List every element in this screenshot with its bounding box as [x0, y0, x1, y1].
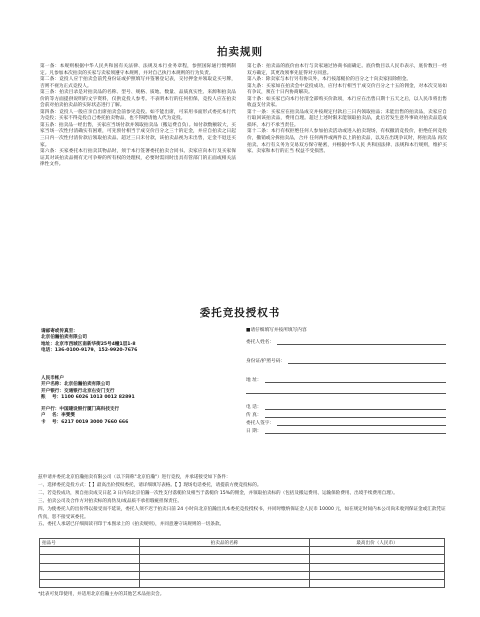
rule-paragraph: 第八条：除卖家与本行另有协议外，本行按落槌价的百分之十向卖家扣除佣金。 [247, 77, 412, 83]
bank-name-1: 开户银行：交通银行北京右安门支行 [41, 388, 115, 394]
form-underline[interactable] [265, 429, 446, 434]
column-header-name: 拍卖品的名称 [140, 539, 310, 547]
table-cell[interactable] [140, 563, 310, 571]
table-cell[interactable] [40, 579, 140, 587]
statement-line: 三、拍卖公司及合作方对拍卖标的真伪及/或品质不承担瑕疵担保责任。 [38, 498, 182, 504]
bank-block [41, 376, 221, 426]
table-row [40, 563, 445, 571]
table-cell[interactable] [310, 571, 445, 579]
bank-card-2: 卡 号：6217 0019 3000 7660 666 [41, 419, 129, 425]
rules-right-column [247, 64, 447, 156]
footnote: *此表可复印使用，并适用北京伯瀚主办的其他艺术品拍卖会。 [38, 592, 165, 597]
form-field-label: 委托人签字： [246, 421, 275, 426]
rule-paragraph: 第二条：竞投人应于拍卖会前凭身份证或护照填写并签署登记表，交付押金并领取竞买号牌，否则不视为正式竞投人。 [40, 77, 236, 89]
column-header-lot: 拍品号 [40, 539, 140, 547]
statement-line: 五、委托人承诺已仔细阅读刊印于本图录上的《拍卖规则》，并同意遵守该规则的一切条款。 [38, 522, 225, 528]
table-cell[interactable] [140, 579, 310, 587]
form-field-signature[interactable] [246, 418, 446, 426]
table-cell[interactable] [140, 571, 310, 579]
rule-paragraph: 第四条：竞投人一般应亲自出席拍卖会前参见竞投。如不能出席，可采用书面形式委托本行代为竞投；买家不得竞投自己委托拍卖物品，也不得聘请他人代为竞投。 [40, 109, 236, 122]
statement-line: 一、选择委托竞投方式：【 】最高出价授权委托，请详细填写表格。【 】现场电话委托，请提前方便竞投标的。 [38, 482, 262, 488]
table-cell[interactable] [140, 547, 310, 555]
rule-paragraph: 第一条：本规则根据中华人民共和国有关法律、法规及本行业务章程，参照国际通行惯例制定。凡参加本次拍卖的买家与卖家须遵守本规则，并对自己执行本规则的行为负责。 [40, 64, 236, 76]
form-field-label: 电 话： [246, 405, 262, 410]
form-field-id[interactable] [246, 353, 446, 364]
client-form [246, 327, 446, 434]
table-cell[interactable] [310, 555, 445, 563]
table-row [40, 547, 445, 555]
form-underline[interactable] [277, 340, 446, 345]
form-field-label: 传 真： [246, 413, 262, 418]
form-field-name[interactable] [246, 334, 446, 345]
table-cell[interactable] [40, 547, 140, 555]
table-header-row [40, 539, 445, 547]
form-field-label: 日 期： [246, 429, 262, 434]
form-field-date[interactable] [246, 426, 446, 434]
rule-paragraph: 第七条：拍卖品的底价由本行与卖家通过协商书面确定。底价数目以人民币表示，底价数目一经双方确定，其更改须事先征得对方同意。 [247, 64, 447, 76]
table-cell[interactable] [40, 571, 140, 579]
table-cell[interactable] [310, 579, 445, 587]
rule-paragraph: 第九条：买家如在拍卖会中竞投成功，应付本行相当于成交价百分之十五的佣金，对本次交易如有争议，须在十日内协商解决。 [247, 83, 447, 96]
statement-line: 兹申请并委托北京伯瀚拍卖有限公司（以下简称"北京伯瀚"）进行竞投，并承诺接受如下条件： [38, 475, 231, 480]
table-row [40, 579, 445, 587]
contact-block [41, 329, 221, 354]
form-field-label: 身份证/护照号码： [246, 359, 286, 364]
form-field-address[interactable] [246, 372, 446, 383]
bank-name-2: 开户行：中国建设银行厦门高科技支行 [41, 407, 120, 413]
rule-paragraph: 第十条：如买家已向本行付清全部购买价款项，本行应在出售日期十五天之后，以人民币将出售收益支付卖家。 [247, 96, 447, 109]
table-cell[interactable] [140, 555, 310, 563]
form-field-phone[interactable] [246, 402, 446, 410]
rule-paragraph: 第十二条：本行有权拒绝任何人参加拍卖活动或进入拍卖现场，有权撤消竞投价，拒绝任何竞投价，撤销或分拆拍卖品，合并 任何两件或两件以上的拍卖品，以及在出现争议时，将拍卖品 再次拍卖。本行有义务为交易双方保守秘密，并根据中华人民 共和国法律、法规和本行规则，维护买家、卖家和本行的正当 权益不受损害。 [247, 129, 447, 155]
form-underline[interactable] [288, 359, 446, 364]
rule-paragraph: 第五条：拍卖品一经出售，买家应当场付款并领取拍卖品（搬运费自负）。如付款数额较大，买家当场一次性付清确实有困难，可先预付相当于成交价百分之三十的定金，并应自拍卖之日起三日内一次性付清价款后领取拍卖品。超过三日未付款，该拍卖品视为未出售，定金不退还买家。 [40, 122, 236, 148]
table-cell[interactable] [310, 547, 445, 555]
form-underline[interactable] [246, 389, 446, 394]
table-cell[interactable] [40, 555, 140, 563]
bank-account-name: 开户名称：北京伯瀚拍卖有限公司 [41, 382, 110, 388]
bank-account-1: 账 号：1100 6026 1013 0012 82891 [41, 394, 135, 400]
rule-paragraph: 第六条：买家委托本行拍卖其物品时，须于本行签署委托拍卖合同书。卖家应向本行及买家保证其对该拍卖品拥有无可争辩的所有权的处理权，必要时需同时出具有管部门的正面或相关法律性文件。 [40, 149, 236, 168]
table-cell[interactable] [40, 563, 140, 571]
authorization-title: 委托竞投授权书 [199, 307, 281, 319]
form-field-label: 委托人姓名： [246, 340, 275, 345]
statement-line: 二、若竞投成功，须自拍卖成交日起 3 日内向北京伯瀚一次性支付落槌价及相当于落槌价 15%的佣金，并领取拍卖标的（包括及搬运费用、运输保险费用、出境手续费用自理）。 [38, 490, 398, 496]
bank-holder-2: 户 名：李雯雯 [41, 413, 75, 419]
contact-company: 北京伯瀚拍卖有限公司 [41, 335, 87, 341]
rules-title: 拍卖规则 [217, 46, 263, 58]
form-field-label: 地 址： [246, 378, 262, 383]
authorization-statement [38, 474, 448, 529]
bid-table [39, 538, 445, 588]
table-cell[interactable] [310, 563, 445, 571]
rules-left-column [40, 64, 236, 169]
statement-line: 四、为使委托人的出价得以接受而不延误，委托人须不迟于拍卖日前 24 小时向北京伯瀚出具本委托竞投授权书，并同时缴纳保证金人民币 10000 元，如在规定时间内本公司尚未收到保证金或汇款凭证传真，恕不接受该委托。 [38, 506, 446, 520]
contact-address: 地址：北京市西城区南新华街25号4幢1层1-8 [41, 341, 136, 347]
column-header-max-bid: 最高出价（人民币） [310, 539, 445, 547]
rule-paragraph: 第三条：拍卖目录是对拍卖品的名称、型号、规格、质地、数量、品质真实性、来源和拍卖品价的等方面提供说明的文字资料，仅供竞投人参考。不表明本行的任何担保，竞投人应在拍卖会前对拍卖拍卖品的实际状态进行了解。 [40, 90, 236, 109]
bank-heading: 人民币帐户 [41, 376, 64, 381]
rule-paragraph: 第十一条：买家应在拍卖品成交并按规定付款后三日内领取拍品；未能出售的拍卖品，卖家应自行取回该拍卖品，费用自理。超过上述时限未能领取拍卖品，此后若发生意外事故对拍卖品造成损坏，本行不承当责任。 [247, 109, 447, 128]
contact-phone: 电话：136-0100-9179、152-9920-7676 [41, 347, 138, 353]
contact-heading: 请邮寄或传真至： [41, 329, 78, 334]
table-body [40, 547, 445, 588]
form-header: ■请仔细填写并按所填写内容 [246, 328, 307, 333]
form-field-address-2[interactable] [246, 383, 446, 394]
table-row [40, 571, 445, 579]
form-field-fax[interactable] [246, 410, 446, 418]
table-row [40, 555, 445, 563]
